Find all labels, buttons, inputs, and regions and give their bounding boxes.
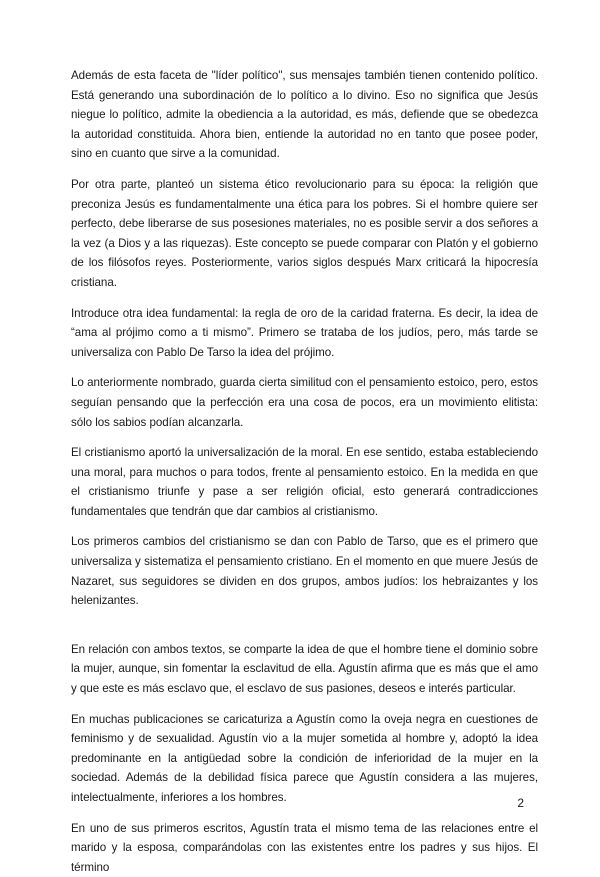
paragraph: Además de esta faceta de "líder político", sus mensajes también tienen contenido político. Está generando una subordinación de lo político a lo divino. Eso no significa que Jesús niegue lo político, admite la obediencia a la autoridad, es más, defiende que se obedezca la autoridad constituida. Ahora bien, entiende la autoridad no en tanto que posee poder, sino en cuanto que sirve a la comunidad. (71, 69, 538, 161)
paragraph: Lo anteriormente nombrado, guarda cierta similitud con el pensamiento estoico, pero, estos seguían pensando que la perfección era una cosa de pocos, era un movimiento elitista: sólo los sabios podían alcanzarla. (71, 376, 538, 429)
section-christianity (71, 66, 538, 611)
paragraph: En muchas publicaciones se caricaturiza a Agustín como la oveja negra en cuestiones de feminismo y de sexualidad. Agustín vio a la mujer sometida al hombre y, adoptó la idea predominante en la antigüedad sobre la condición de inferioridad de la mujer en la sociedad. Además de la debilidad física parece que Agustín considera a las mujeres, intelectualmente, inferiores a los hombres. (71, 712, 538, 804)
paragraph: El cristianismo aportó la universalización de la moral. En ese sentido, estaba estableciendo una moral, para muchos o para todos, frente al pensamiento estoico. En la medida en que el cristianismo triunfe y pase a ser religión oficial, esto generará contradicciones fundamentales que tendrán que dar cambios al cristianismo. (71, 446, 538, 518)
paragraph: En relación con ambos textos, se comparte la idea de que el hombre tiene el dominio sobre la mujer, aunque, sin fomentar la esclavitud de ella. Agustín afirma que es más que el amo y que este es más esclavo que, el esclavo de sus pasiones, deseos e interés particular. (71, 642, 538, 696)
section-gap (71, 622, 538, 640)
paragraph: Introduce otra idea fundamental: la regla de oro de la caridad fraterna. Es decir, la idea de “ama al prójimo como a ti mismo”. Primero se trataba de los judíos, pero, más tarde se universaliza con Pablo De Tarso la idea del prójimo. (71, 306, 538, 359)
paragraph: Los primeros cambios del cristianismo se dan con Pablo de Tarso, que es el primero que universaliza y sistematiza el pensamiento cristiano. En el momento en que muere Jesús de Nazaret, sus seguidores se dividen en dos grupos, ambos judíos: los hebraizantes y los helenizantes. (71, 535, 538, 608)
paragraph: Por otra parte, planteó un sistema ético revolucionario para su época: la religión que preconiza Jesús es fundamentalmente una ética para los pobres. Si el hombre quiere ser perfecto, debe liberarse de sus posesiones materiales, no es posible servir a dos señores a la vez (a Dios y a las riquezas). Este concepto se puede comparar con Platón y el gobierno de los filósofos reyes. Posteriormente, varios siglos después Marx criticará la hipocresía cristiana. (71, 177, 538, 289)
section-agustin (71, 640, 538, 877)
page-number: 2 (517, 796, 524, 810)
paragraph: En uno de sus primeros escritos, Agustín trata el mismo tema de las relaciones entre el marido y la esposa, comparándolas con las existentes entre los padres y sus hijos. El término (71, 821, 538, 874)
